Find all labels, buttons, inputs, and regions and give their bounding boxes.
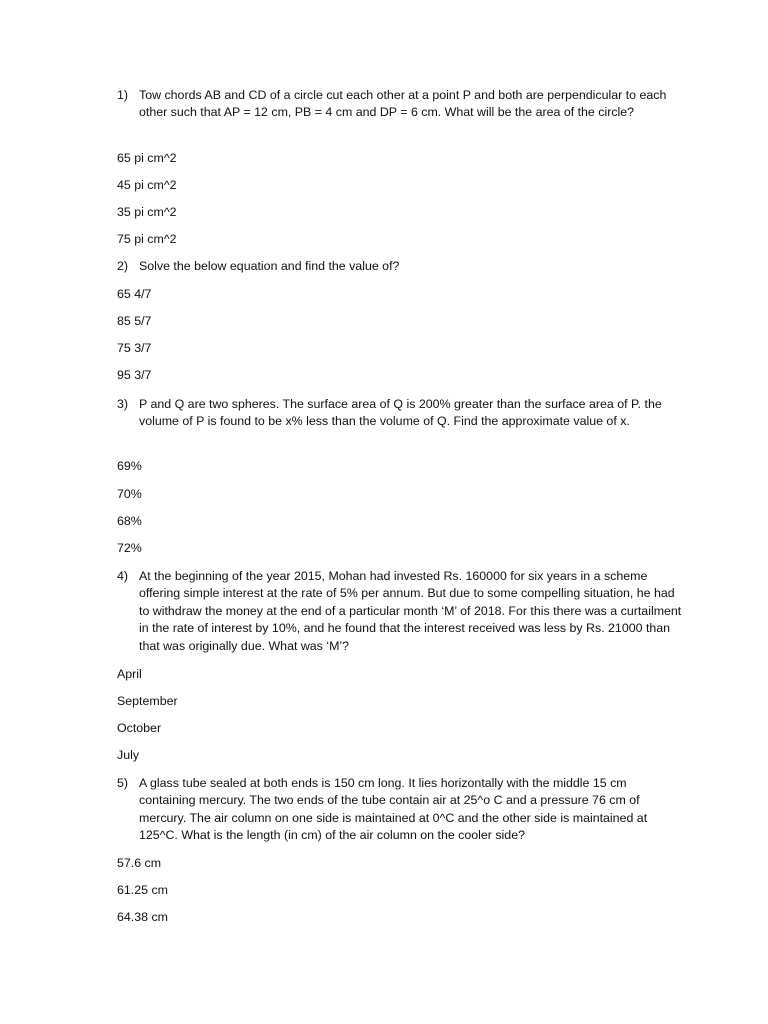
question-number: 2) (117, 259, 129, 273)
option-3b: 70% (117, 487, 142, 501)
question-4 (117, 568, 682, 655)
question-3 (117, 396, 682, 431)
question-text: At the beginning of the year 2015, Mohan had invested Rs. 160000 for six years in a scheme offering simple interest at the rate of 5% per annum. But due to some compelling situation, he had to withdraw the money at the end of a particular month ‘M’ of 2018. For this there was a curtailment in the rate of interest by 10%, and he found that the interest received was less by Rs. 21000 than that was originally due. What was ‘M’? (139, 569, 682, 653)
question-number: 5) (117, 776, 129, 790)
question-text: Tow chords AB and CD of a circle cut each other at a point P and both are perpendicular to each other such that AP = 12 cm, PB = 4 cm and DP = 6 cm. What will be the area of the circle? (139, 88, 667, 120)
option-4d: July (117, 748, 140, 762)
option-4b: September (117, 694, 178, 708)
option-4c: October (117, 721, 162, 735)
question-text: A glass tube sealed at both ends is 150 cm long. It lies horizontally with the middle 15 cm containing mercury. The two ends of the tube contain air at 25^o C and a pressure 76 cm of mercury. The air column on one side is maintained at 0^C and the other side is maintained at 125^C. What is the length (in cm) of the air column on the cooler side? (139, 776, 648, 843)
option-5c: 64.38 cm (117, 910, 168, 924)
question-2 (117, 258, 682, 275)
option-1d: 75 pi cm^2 (117, 232, 177, 246)
option-5b: 61.25 cm (117, 883, 168, 897)
option-5a: 57.6 cm (117, 856, 162, 870)
question-number: 1) (117, 88, 129, 102)
option-1c: 35 pi cm^2 (117, 205, 177, 219)
option-4a: April (117, 667, 142, 681)
question-5 (117, 775, 682, 845)
option-3c: 68% (117, 514, 142, 528)
option-3d: 72% (117, 541, 142, 555)
option-1b: 45 pi cm^2 (117, 178, 177, 192)
question-text: Solve the below equation and find the value of? (139, 259, 400, 273)
option-2b: 85 5/7 (117, 314, 152, 328)
option-2a: 65 4/7 (117, 287, 152, 301)
option-2d: 95 3/7 (117, 368, 152, 382)
question-number: 4) (117, 569, 129, 583)
question-text: P and Q are two spheres. The surface area of Q is 200% greater than the surface area of P. the volume of P is found to be x% less than the volume of Q. Find the approximate value of x. (139, 397, 662, 429)
option-2c: 75 3/7 (117, 341, 152, 355)
question-number: 3) (117, 397, 129, 411)
option-3a: 69% (117, 459, 142, 473)
question-1 (117, 87, 682, 122)
option-1a: 65 pi cm^2 (117, 151, 177, 165)
